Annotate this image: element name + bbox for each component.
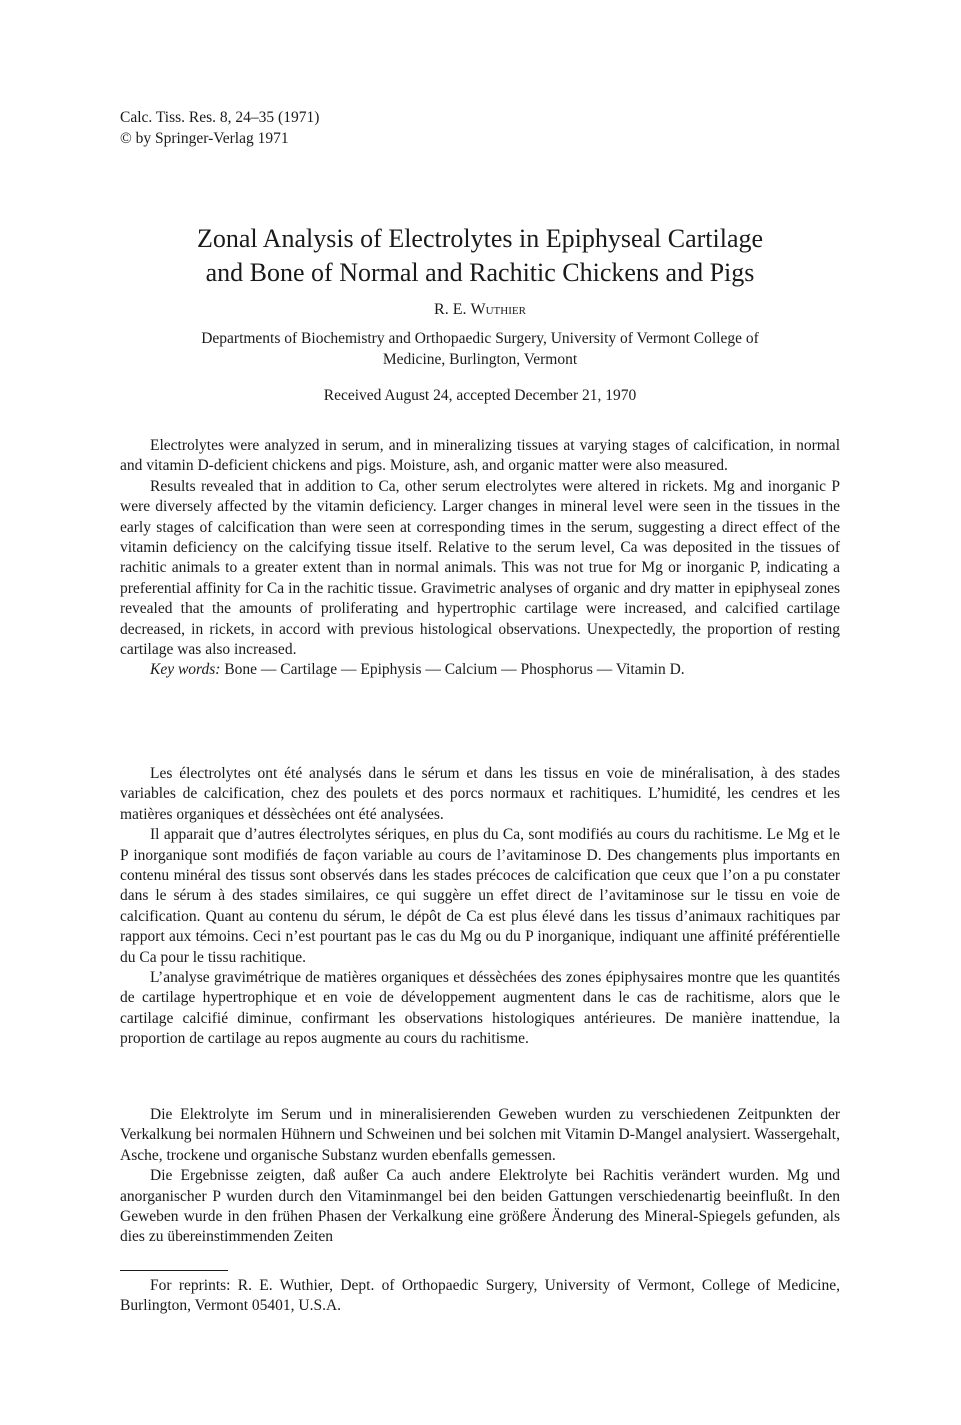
journal-citation — [120, 107, 319, 149]
footnote-divider — [120, 1270, 228, 1271]
affiliation-line-1: Departments of Biochemistry and Orthopaedic Surgery, University of Vermont College of — [201, 330, 759, 347]
abstract-paragraph: Die Elektrolyte im Serum und in mineralisierenden Geweben wurden zu verschiedenen Zeitpunkten der Verkalkung bei normalen Hühnern und Schweinen und bei solchen mit Vitamin D-Mangel analysiert. Wassergehalt, Asche, trockene und organische Substanz wurden ebenfalls gemessen. — [120, 1106, 840, 1164]
received-dates: Received August 24, accepted December 21, 1970 — [323, 387, 637, 404]
abstract-paragraph: Il apparait que d’autres électrolytes sériques, en plus du Ca, sont modifiés au cours du rachitisme. Le Mg et le P inorganique sont modifiés de façon variable au cours de l’avitaminose D. Des changements plus importants en contenu minéral des tissus sont observés dans les stades précoces de calcification que ceux que l’on a pu constater dans le sérum à des stades similaires, ce qui suggère un effet direct de l’avitaminose sur le tissu en voie de calcification. Quant au contenu du sérum, le dépôt de Ca est plus élevé dans les tissus d’animaux rachitiques par rapport aux témoins. Ceci n’est pourtant pas le cas du Mg ou du P inorganique, indiquant une affinité préférentielle du Ca pour le tissu rachitique. — [120, 826, 840, 966]
reprint-footnote — [120, 1276, 840, 1317]
abstract-paragraph: Les électrolytes ont été analysés dans le sérum et dans les tissus en voie de minéralisation, à des stades variables de calcification, chez des poulets et des porcs normaux et rachitiques. L’humidité, les cendres et les matières organiques et déssèchées ont été analysées. — [120, 765, 840, 823]
keywords-label: Key words: — [150, 661, 221, 679]
abstract-french — [120, 764, 840, 1050]
title-line-1: Zonal Analysis of Electrolytes in Epiphyseal Cartilage — [196, 224, 764, 253]
author-initials: R. E. — [434, 301, 471, 318]
abstract-german — [120, 1105, 840, 1248]
keywords — [120, 660, 840, 680]
copyright-line: © by Springer-Verlag 1971 — [120, 130, 289, 147]
title-line-2: and Bone of Normal and Rachitic Chickens and Pigs — [205, 258, 755, 287]
citation-line: Calc. Tiss. Res. 8, 24–35 (1971) — [120, 109, 320, 126]
keywords-list: Bone — Cartilage — Epiphysis — Calcium — Phosphorus — Vitamin D. — [224, 661, 685, 679]
abstract-english — [120, 436, 840, 681]
abstract-paragraph: Die Ergebnisse zeigten, daß außer Ca auch andere Elektrolyte bei Rachitis verändert wurden. Mg und anorganischer P wurden durch den Vitaminmangel bei den beiden Gattungen verschiedenartig beeinflußt. In den Geweben wurde in den frühen Phasen der Verkalkung eine größere Änderung des Mineral-Spiegels gefunden, als dies zu übereinstimmenden Zeiten — [120, 1167, 840, 1246]
article-title — [120, 222, 840, 290]
author-surname: Wuthier — [470, 301, 526, 318]
affiliation-line-2: Medicine, Burlington, Vermont — [382, 350, 578, 368]
author-name — [120, 301, 840, 319]
abstract-paragraph: L’analyse gravimétrique de matières organiques et déssèchées des zones épiphysaires montre que les quantités de cartilage hypertrophique et en voie de développement augmentent dans le cas de rachitisme, alors que le cartilage calcifié diminue, confirmant les observations histologiques antérieures. De manière inattendue, la proportion de cartilage au repos augmente au cours du rachitisme. — [120, 969, 840, 1048]
footnote-text: For reprints: R. E. Wuthier, Dept. of Orthopaedic Surgery, University of Vermont, College of Medicine, Burlington, Vermont 05401, U.S.A. — [120, 1277, 840, 1315]
author-affiliation — [120, 329, 840, 370]
abstract-paragraph: Results revealed that in addition to Ca, other serum electrolytes were altered in rickets. Mg and inorganic P were diversely affected by the vitamin deficiency. Larger changes in mineral level were seen in the tissues in the early stages of calcification than were seen at corresponding times in the serum, suggesting a direct effect of the vitamin deficiency on the calcifying tissue itself. Relative to the serum level, Ca was deposited in the tissues of rachitic animals to a greater extent than in normal animals. This was not true for Mg or inorganic P, indicating a preferential affinity for Ca in the rachitic tissue. Gravimetric analyses of organic and dry matter in epiphyseal zones revealed that the amounts of proliferating and hypertrophic cartilage were increased, and calcified cartilage decreased, in rickets, in accord with previous histological observations. Unexpectedly, the proportion of resting cartilage was also increased. — [120, 477, 840, 659]
abstract-paragraph: Electrolytes were analyzed in serum, and in mineralizing tissues at varying stages of calcification, in normal and vitamin D-deficient chickens and pigs. Moisture, ash, and organic matter were also measured. — [120, 437, 840, 475]
